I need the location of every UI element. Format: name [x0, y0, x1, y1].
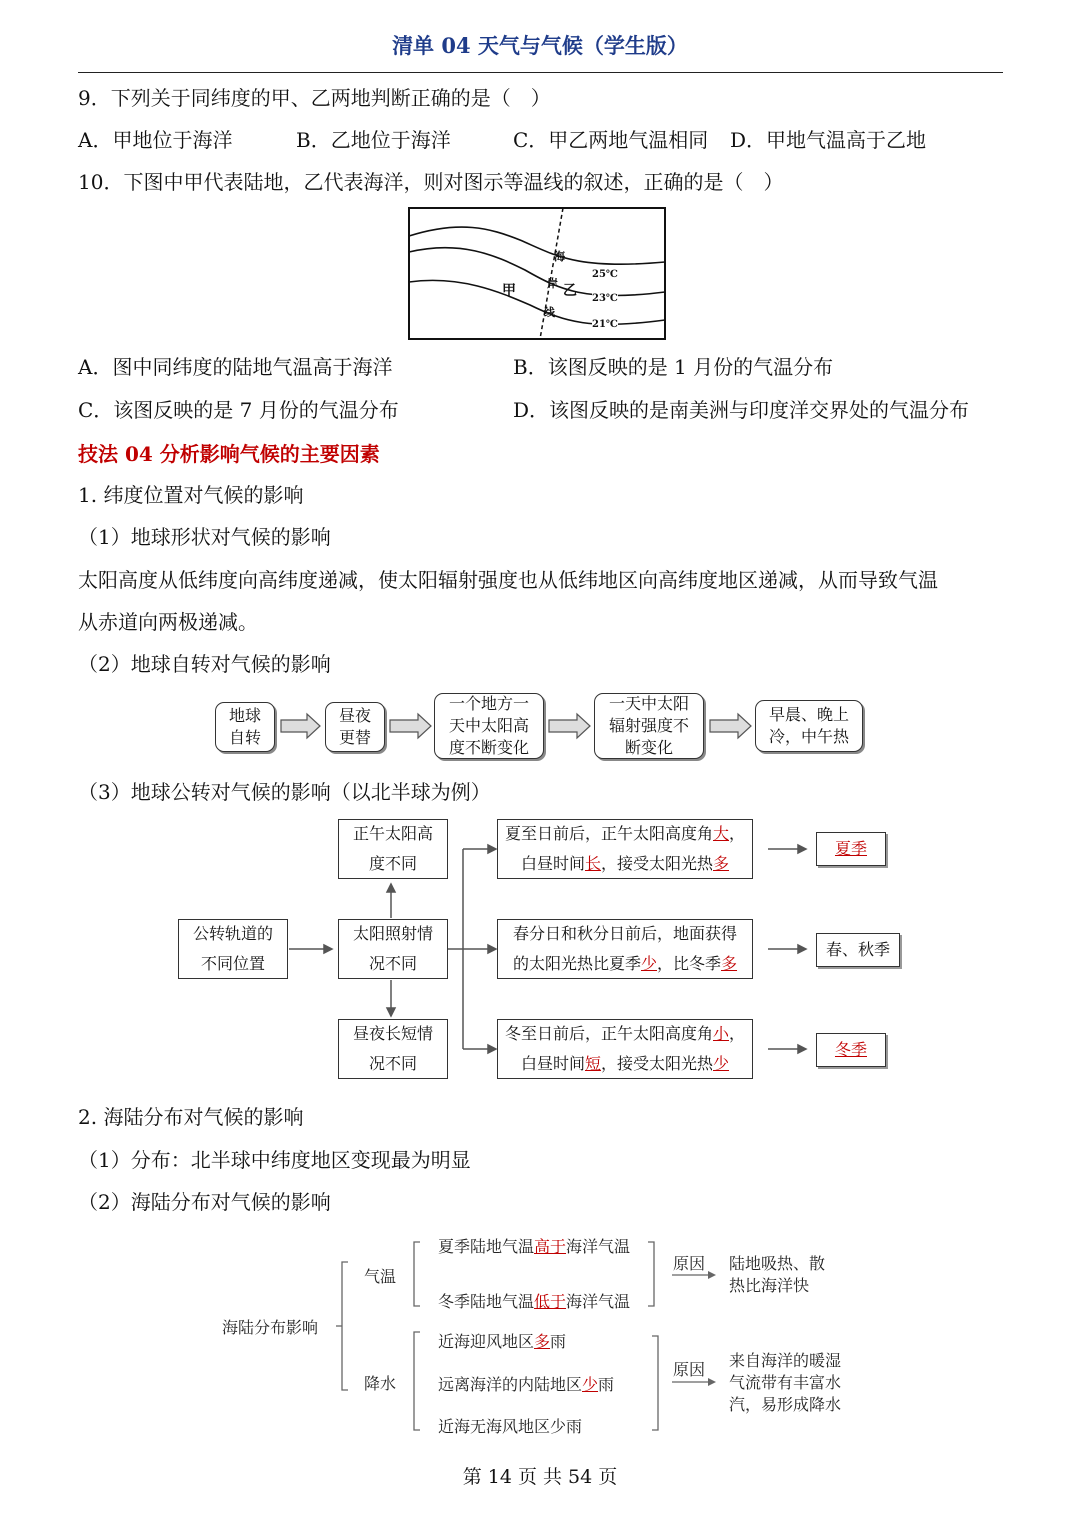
landsea-temp: 气温 [364, 1267, 397, 1286]
q10-option-d: D．该图反映的是南美洲与印度洋交界处的气温分布 [513, 398, 970, 422]
label-sea-yi: 乙 [563, 283, 577, 299]
p1-body-line1: 太阳高度从低纬度向高纬度递减，使太阳辐射强度也从低纬地区向高纬度地区递减，从而导致气温 [78, 568, 938, 592]
page-footer: 第 14 页 共 54 页 [462, 1466, 618, 1488]
p2-title: 2. 海陆分布对气候的影响 [78, 1105, 304, 1129]
flow-box-sun-height: 一个地方一 天中太阳高 度不断变化 [434, 693, 544, 759]
isotherm-label-21: 21℃ [592, 319, 618, 330]
p2-sub1: （1）分布：北半球中纬度地区变现最为明显 [78, 1148, 471, 1172]
rev-result-summer: 夏季 [816, 832, 886, 866]
p1-body-line2: 从赤道向两极递减。 [78, 610, 258, 634]
p1-sub2: （2）地球自转对气候的影响 [78, 652, 331, 676]
rev-box-illumination: 太阳照射情 况不同 [338, 919, 448, 979]
brace-temp [414, 1242, 420, 1306]
temp-reason-text: 陆地吸热、散 热比海洋快 [729, 1254, 826, 1295]
brace-precip-right [652, 1336, 658, 1430]
flow-box-result: 早晨、晚上 冷，中午热 [755, 700, 863, 752]
precip-item-windward: 近海迎风地区多雨 [438, 1332, 567, 1351]
q9-option-b: B．乙地位于海洋 [296, 128, 451, 152]
isotherm-label-25: 25℃ [592, 269, 618, 280]
rev-result-winter: 冬季 [816, 1033, 886, 1067]
flow-box-day-night: 昼夜 更替 [325, 702, 385, 752]
q10-option-c: C．该图反映的是 7 月份的气温分布 [78, 398, 399, 422]
brace-root [342, 1262, 348, 1390]
precip-item-inland: 远离海洋的内陆地区少雨 [438, 1375, 615, 1394]
label-land-jia: 甲 [502, 283, 516, 299]
section-title: 技法 04 分析影响气候的主要因素 [78, 442, 380, 466]
precip-reason-text: 来自海洋的暖湿 气流带有丰富水 汽，易形成降水 [729, 1351, 842, 1414]
precip-item-no-sea-wind: 近海无海风地区少雨 [438, 1417, 583, 1436]
q9-stem: 9．下列关于同纬度的甲、乙两地判断正确的是（ ） [78, 86, 551, 110]
q10-option-b: B．该图反映的是 1 月份的气温分布 [513, 355, 834, 379]
landsea-root: 海陆分布影响 [222, 1318, 319, 1337]
rev-box-daylength: 昼夜长短情 况不同 [338, 1019, 448, 1079]
q10-option-a: A．图中同纬度的陆地气温高于海洋 [78, 355, 393, 379]
q9-option-a: A．甲地位于海洋 [78, 128, 233, 152]
isotherm-label-23: 23℃ [592, 293, 618, 304]
brace-precip [414, 1332, 420, 1430]
q9-option-c: C．甲乙两地气温相同 [513, 128, 709, 152]
rev-box-sun-angle: 正午太阳高 度不同 [338, 819, 448, 879]
temp-item-winter: 冬季陆地气温低于海洋气温 [438, 1292, 631, 1311]
page-header: 清单 04 天气与气候（学生版） [392, 33, 688, 58]
q9-option-d: D．甲地气温高于乙地 [730, 128, 927, 152]
precip-reason-label: 原因 [673, 1360, 706, 1379]
rev-result-spring-autumn: 春、秋季 [816, 933, 900, 967]
flow-box-radiation: 一天中太阳 辐射强度不 断变化 [594, 693, 704, 759]
rev-desc-spring-autumn: 春分日和秋分日前后，地面获得 的太阳光热比夏季少，比冬季多 [497, 919, 753, 979]
label-coast-3: 线 [544, 306, 555, 319]
temp-reason-label: 原因 [673, 1254, 706, 1273]
brace-temp-right [648, 1242, 654, 1306]
label-coast-2: 岸 [547, 277, 558, 290]
landsea-precip: 降水 [364, 1374, 397, 1393]
temp-item-summer: 夏季陆地气温高于海洋气温 [438, 1237, 631, 1256]
rev-desc-summer: 夏至日前后，正午太阳高度角大， 白昼时间长，接受太阳光热多 [497, 819, 753, 879]
rev-desc-winter: 冬至日前后，正午太阳高度角小， 白昼时间短，接受太阳光热少 [497, 1019, 753, 1079]
q10-stem: 10．下图中甲代表陆地，乙代表海洋，则对图示等温线的叙述，正确的是（ ） [78, 170, 784, 194]
flow-box-rotation: 地球 自转 [215, 702, 275, 752]
p2-sub2: （2）海陆分布对气候的影响 [78, 1190, 331, 1214]
rev-box-orbit: 公转轨道的 不同位置 [178, 919, 288, 979]
label-coast-1: 海 [554, 250, 565, 263]
p1-sub3: （3）地球公转对气候的影响（以北半球为例） [78, 780, 491, 804]
p1-title: 1. 纬度位置对气候的影响 [78, 483, 304, 507]
p1-sub1: （1）地球形状对气候的影响 [78, 525, 331, 549]
